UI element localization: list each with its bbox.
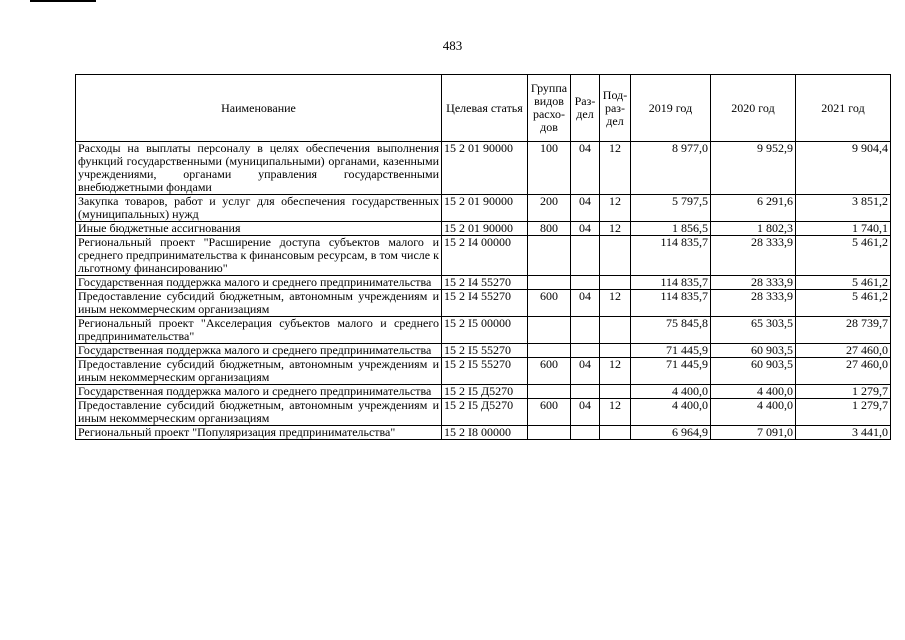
row-expense-group: 600 xyxy=(528,358,571,385)
row-expense-group: 100 xyxy=(528,142,571,195)
row-2019: 1 856,5 xyxy=(631,222,711,236)
row-subsection xyxy=(600,236,631,276)
row-expense-group xyxy=(528,344,571,358)
row-target-code: 15 2 I5 Д5270 xyxy=(442,385,528,399)
header-section: Раз-дел xyxy=(571,75,600,142)
table-row xyxy=(76,317,891,344)
row-2020: 60 903,5 xyxy=(711,344,796,358)
row-expense-group: 600 xyxy=(528,399,571,426)
table-row xyxy=(76,385,891,399)
header-expense-group: Группа видов расхо-дов xyxy=(528,75,571,142)
row-name: Предоставление субсидий бюджетным, автономным учреждениям и иным некоммерческим организациям xyxy=(76,290,442,317)
row-target-code: 15 2 I8 00000 xyxy=(442,426,528,440)
row-section xyxy=(571,236,600,276)
row-name: Закупка товаров, работ и услуг для обеспечения государственных (муниципальных) нужд xyxy=(76,195,442,222)
row-section xyxy=(571,385,600,399)
row-2020: 60 903,5 xyxy=(711,358,796,385)
row-2020: 4 400,0 xyxy=(711,399,796,426)
table-row xyxy=(76,142,891,195)
row-section: 04 xyxy=(571,222,600,236)
table-row xyxy=(76,290,891,317)
row-2019: 114 835,7 xyxy=(631,276,711,290)
row-name: Государственная поддержка малого и среднего предпринимательства xyxy=(76,276,442,290)
budget-table xyxy=(75,74,891,440)
row-target-code: 15 2 I5 00000 xyxy=(442,317,528,344)
row-section xyxy=(571,276,600,290)
row-subsection: 12 xyxy=(600,399,631,426)
row-subsection: 12 xyxy=(600,358,631,385)
row-subsection xyxy=(600,426,631,440)
table-row xyxy=(76,222,891,236)
row-2019: 71 445,9 xyxy=(631,344,711,358)
row-section: 04 xyxy=(571,290,600,317)
page-number: 483 xyxy=(442,38,463,53)
row-2019: 4 400,0 xyxy=(631,399,711,426)
row-section: 04 xyxy=(571,142,600,195)
header-2020: 2020 год xyxy=(711,75,796,142)
row-subsection xyxy=(600,385,631,399)
row-name: Региональный проект "Акселерация субъектов малого и среднего предпринимательства" xyxy=(76,317,442,344)
row-expense-group: 200 xyxy=(528,195,571,222)
row-name: Государственная поддержка малого и среднего предпринимательства xyxy=(76,344,442,358)
row-name: Предоставление субсидий бюджетным, автономным учреждениям и иным некоммерческим организациям xyxy=(76,358,442,385)
row-2019: 8 977,0 xyxy=(631,142,711,195)
row-2021: 27 460,0 xyxy=(796,358,891,385)
row-target-code: 15 2 01 90000 xyxy=(442,222,528,236)
row-section xyxy=(571,426,600,440)
row-2020: 28 333,9 xyxy=(711,290,796,317)
row-expense-group xyxy=(528,385,571,399)
row-2021: 1 279,7 xyxy=(796,385,891,399)
table-row xyxy=(76,358,891,385)
table-row xyxy=(76,399,891,426)
row-name: Региональный проект "Популяризация предпринимательства" xyxy=(76,426,442,440)
row-2021: 28 739,7 xyxy=(796,317,891,344)
row-2020: 28 333,9 xyxy=(711,236,796,276)
row-2021: 27 460,0 xyxy=(796,344,891,358)
header-subsection: Под-раз-дел xyxy=(600,75,631,142)
row-name: Предоставление субсидий бюджетным, автономным учреждениям и иным некоммерческим организациям xyxy=(76,399,442,426)
row-name: Региональный проект "Расширение доступа субъектов малого и среднего предпринимательства к финансовым ресурсам, в том числе к льготному финансированию" xyxy=(76,236,442,276)
row-expense-group: 600 xyxy=(528,290,571,317)
row-2021: 3 851,2 xyxy=(796,195,891,222)
table-row xyxy=(76,426,891,440)
row-2021: 9 904,4 xyxy=(796,142,891,195)
row-subsection xyxy=(600,317,631,344)
row-2021: 5 461,2 xyxy=(796,236,891,276)
row-2020: 4 400,0 xyxy=(711,385,796,399)
row-subsection: 12 xyxy=(600,142,631,195)
row-expense-group: 800 xyxy=(528,222,571,236)
row-section xyxy=(571,317,600,344)
row-section: 04 xyxy=(571,399,600,426)
row-name: Расходы на выплаты персоналу в целях обеспечения выполнения функций государственными (муниципальными) органами, казенными учреждениями, органами управления государственными внебюджетными фондами xyxy=(76,142,442,195)
row-section: 04 xyxy=(571,358,600,385)
row-name: Государственная поддержка малого и среднего предпринимательства xyxy=(76,385,442,399)
row-2019: 114 835,7 xyxy=(631,236,711,276)
row-subsection: 12 xyxy=(600,290,631,317)
row-target-code: 15 2 I5 Д5270 xyxy=(442,399,528,426)
row-target-code: 15 2 I5 55270 xyxy=(442,344,528,358)
row-2021: 5 461,2 xyxy=(796,290,891,317)
row-expense-group xyxy=(528,276,571,290)
row-2020: 7 091,0 xyxy=(711,426,796,440)
table-row xyxy=(76,276,891,290)
header-2019: 2019 год xyxy=(631,75,711,142)
row-expense-group xyxy=(528,317,571,344)
row-2021: 1 279,7 xyxy=(796,399,891,426)
row-2020: 1 802,3 xyxy=(711,222,796,236)
table-header-row xyxy=(76,75,891,142)
table-row xyxy=(76,236,891,276)
row-2021: 1 740,1 xyxy=(796,222,891,236)
header-target: Целевая статья xyxy=(442,75,528,142)
row-target-code: 15 2 I4 55270 xyxy=(442,290,528,317)
row-2020: 28 333,9 xyxy=(711,276,796,290)
header-name: Наименование xyxy=(76,75,442,142)
row-name: Иные бюджетные ассигнования xyxy=(76,222,442,236)
row-2021: 5 461,2 xyxy=(796,276,891,290)
row-subsection xyxy=(600,344,631,358)
row-target-code: 15 2 I4 55270 xyxy=(442,276,528,290)
row-2019: 6 964,9 xyxy=(631,426,711,440)
table-row xyxy=(76,344,891,358)
row-2021: 3 441,0 xyxy=(796,426,891,440)
row-2020: 65 303,5 xyxy=(711,317,796,344)
row-section xyxy=(571,344,600,358)
row-expense-group xyxy=(528,426,571,440)
row-2019: 75 845,8 xyxy=(631,317,711,344)
row-2020: 6 291,6 xyxy=(711,195,796,222)
row-expense-group xyxy=(528,236,571,276)
row-2019: 4 400,0 xyxy=(631,385,711,399)
row-2019: 71 445,9 xyxy=(631,358,711,385)
corner-mark xyxy=(30,0,96,2)
row-2019: 114 835,7 xyxy=(631,290,711,317)
row-subsection xyxy=(600,276,631,290)
row-target-code: 15 2 I4 00000 xyxy=(442,236,528,276)
row-section: 04 xyxy=(571,195,600,222)
row-subsection: 12 xyxy=(600,195,631,222)
row-2019: 5 797,5 xyxy=(631,195,711,222)
row-2020: 9 952,9 xyxy=(711,142,796,195)
row-target-code: 15 2 01 90000 xyxy=(442,142,528,195)
table-row xyxy=(76,195,891,222)
header-2021: 2021 год xyxy=(796,75,891,142)
row-subsection: 12 xyxy=(600,222,631,236)
row-target-code: 15 2 01 90000 xyxy=(442,195,528,222)
row-target-code: 15 2 I5 55270 xyxy=(442,358,528,385)
